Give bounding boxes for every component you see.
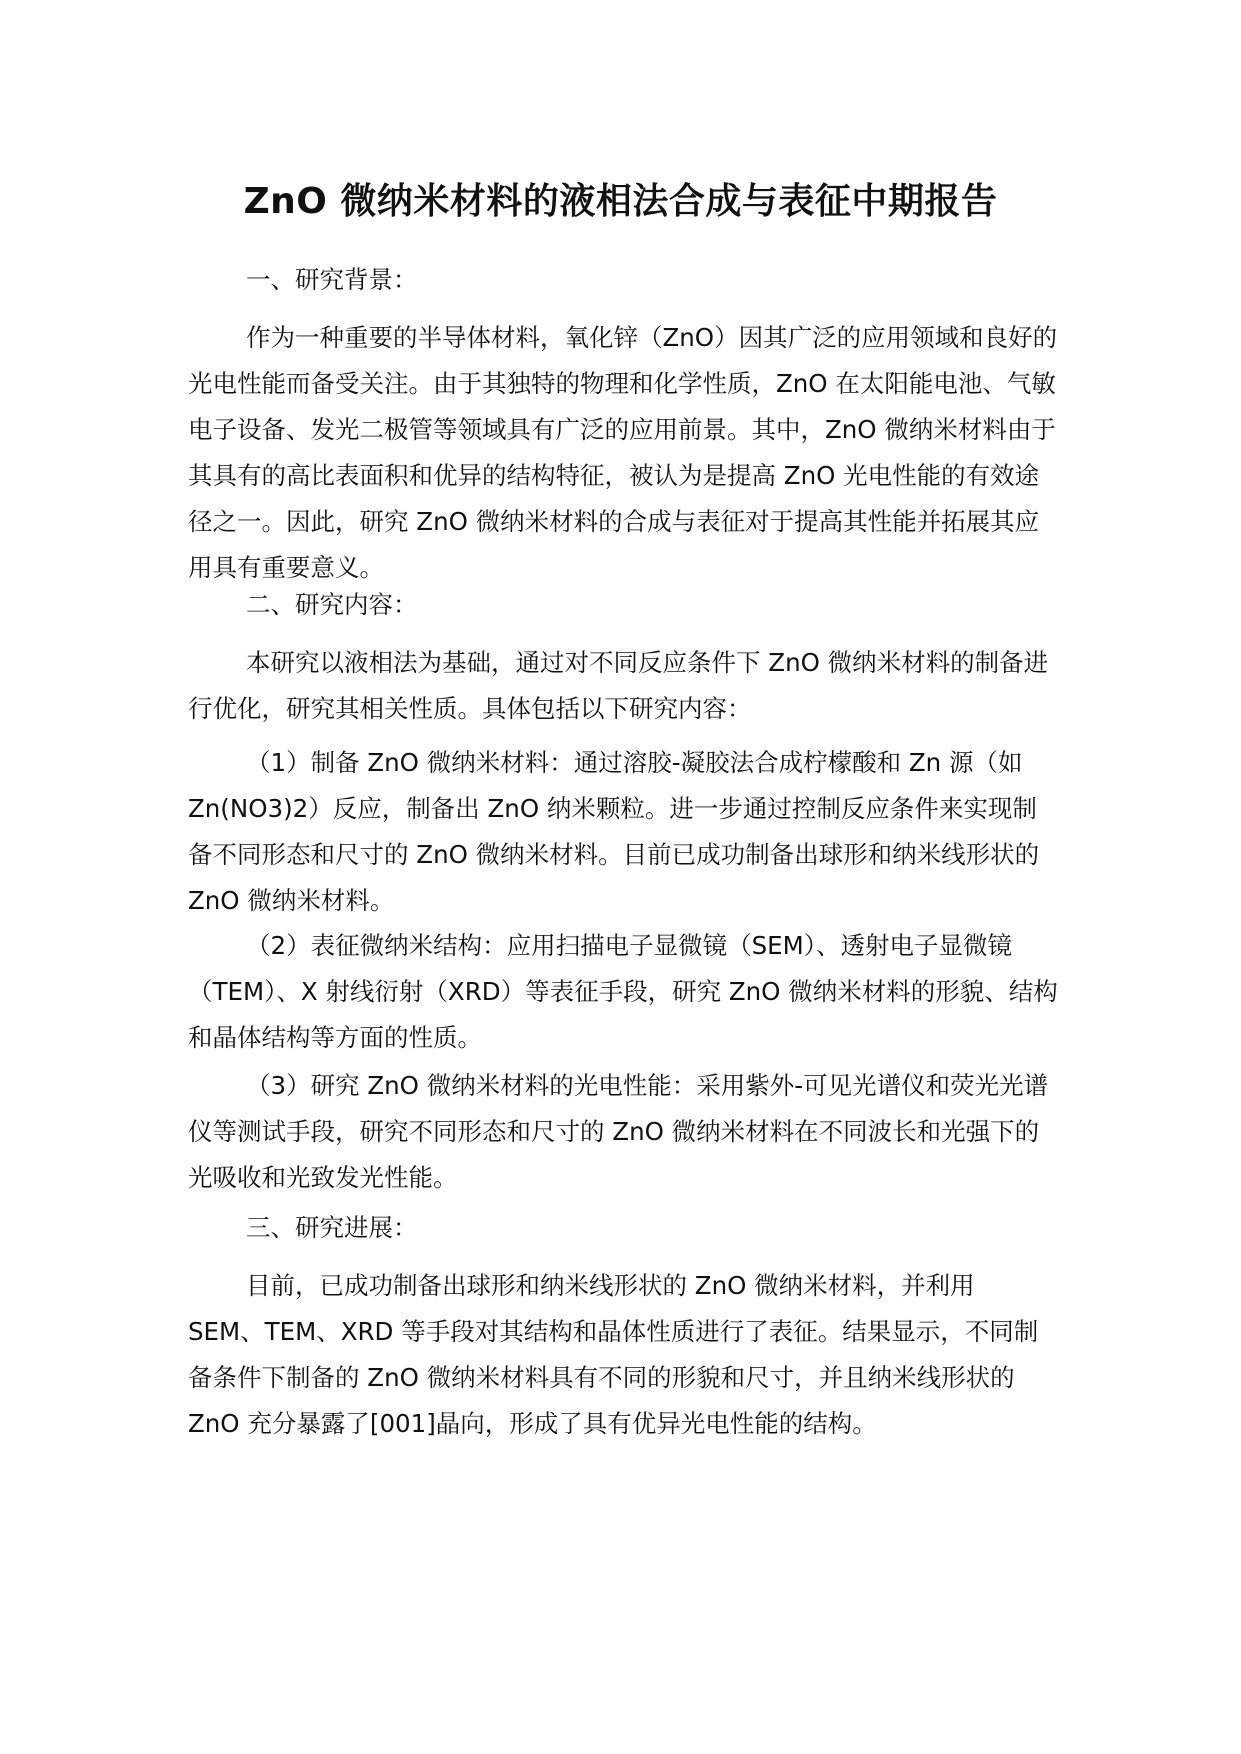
paragraph-progress	[188, 1263, 1058, 1447]
paragraph-text: 本研究以液相法为基础，通过对不同反应条件下 ZnO 微纳米材料的制备进行优化，研究其相关性质。具体包括以下研究内容：	[188, 648, 1049, 723]
section-heading-background: 一、研究背景：	[246, 265, 418, 294]
section-heading-content: 二、研究内容：	[246, 590, 418, 619]
paragraph-background	[188, 315, 1058, 591]
section-heading-progress: 三、研究进展：	[246, 1213, 418, 1242]
document-title: ZnO 微纳米材料的液相法合成与表征中期报告	[243, 181, 998, 222]
list-item-characterize	[188, 923, 1058, 1061]
list-item-text: （1）制备 ZnO 微纳米材料：通过溶胶-凝胶法合成柠檬酸和 Zn 源（如 Zn(NO3)2）反应，制备出 ZnO 纳米颗粒。进一步通过控制反应条件来实现制备不同形态和尺寸的 ZnO 微纳米材料。目前已成功制备出球形和纳米线形状的 ZnO 微纳米材料。	[188, 748, 1040, 915]
paragraph-text: 目前，已成功制备出球形和纳米线形状的 ZnO 微纳米材料，并利用 SEM、TEM、XRD 等手段对其结构和晶体性质进行了表征。结果显示，不同制备条件下制备的 ZnO 微纳米材料具有不同的形貌和尺寸，并且纳米线形状的 ZnO 充分暴露了[001]晶向，形成了具有优异光电性能的结构。	[188, 1271, 1039, 1438]
list-item-text: （3）研究 ZnO 微纳米材料的光电性能：采用紫外-可见光谱仪和荧光光谱仪等测试手段，研究不同形态和尺寸的 ZnO 微纳米材料在不同波长和光强下的光吸收和光致发光性能。	[188, 1071, 1049, 1192]
paragraph-content-intro	[188, 640, 1058, 732]
list-item-photoelectric	[188, 1063, 1058, 1201]
list-item-prepare	[188, 740, 1058, 924]
paragraph-text: 作为一种重要的半导体材料，氧化锌（ZnO）因其广泛的应用领域和良好的光电性能而备受关注。由于其独特的物理和化学性质，ZnO 在太阳能电池、气敏电子设备、发光二极管等领域具有广泛的应用前景。其中，ZnO 微纳米材料由于其具有的高比表面积和优异的结构特征，被认为是提高 ZnO 光电性能的有效途径之一。因此，研究 ZnO 微纳米材料的合成与表征对于提高其性能并拓展其应用具有重要意义。	[188, 323, 1058, 582]
list-item-text: （2）表征微纳米结构：应用扫描电子显微镜（SEM）、透射电子显微镜（TEM）、X 射线衍射（XRD）等表征手段，研究 ZnO 微纳米材料的形貌、结构和晶体结构等方面的性质。	[188, 931, 1058, 1052]
